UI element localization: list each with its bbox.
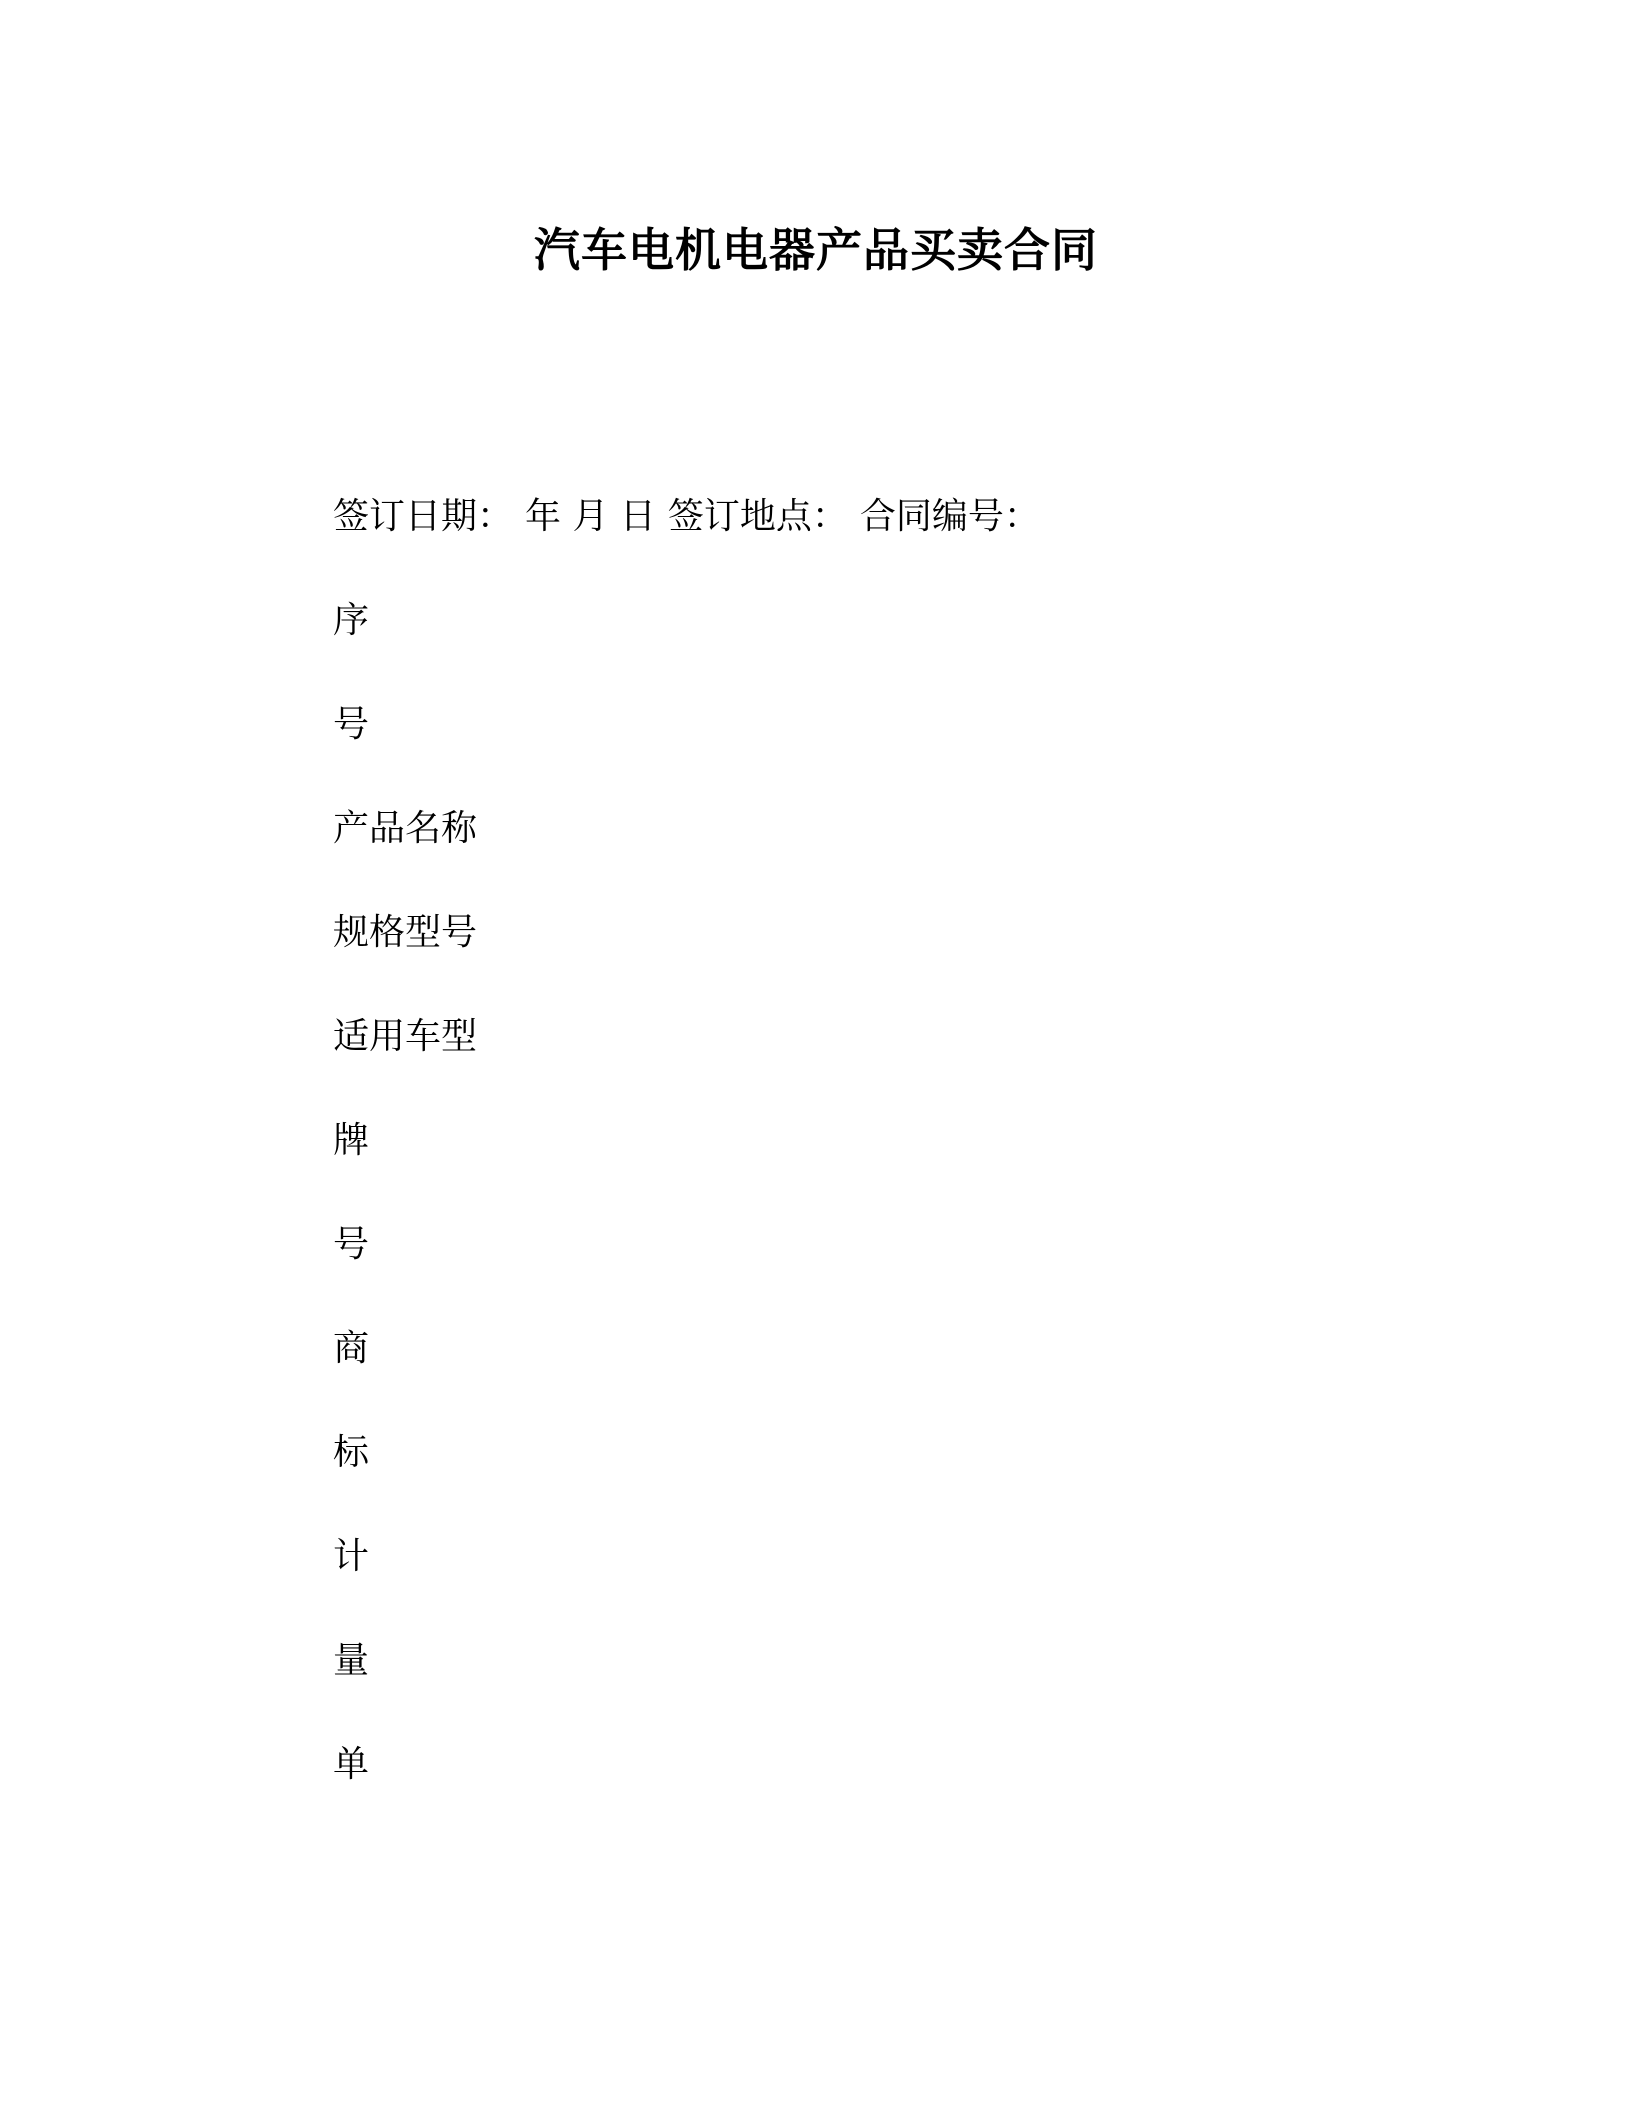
- list-item: 单: [333, 1744, 370, 1785]
- sign-place-label: 签订地点：: [667, 496, 848, 537]
- contract-number-label: 合同编号：: [859, 496, 1040, 537]
- list-item: 商: [333, 1328, 370, 1369]
- list-item: 号: [333, 704, 370, 745]
- list-item: 产品名称: [333, 808, 478, 849]
- list-item: 标: [333, 1432, 370, 1473]
- document-title: 汽车电机电器产品买卖合同: [534, 223, 1098, 277]
- sign-date-label: 签订日期：: [333, 496, 514, 537]
- table-header-column: [333, 594, 1333, 1792]
- list-item: 牌: [333, 1120, 370, 1161]
- date-placeholder: 年 月 日: [525, 496, 656, 537]
- document-body: [333, 490, 1333, 1842]
- list-item: 量: [333, 1640, 370, 1681]
- list-item: 序: [333, 600, 370, 641]
- list-item: 适用车型: [333, 1016, 478, 1057]
- list-item: 规格型号: [333, 912, 478, 953]
- list-item: 计: [333, 1536, 370, 1577]
- contract-meta-line: [333, 490, 1333, 544]
- list-item: 号: [333, 1224, 370, 1265]
